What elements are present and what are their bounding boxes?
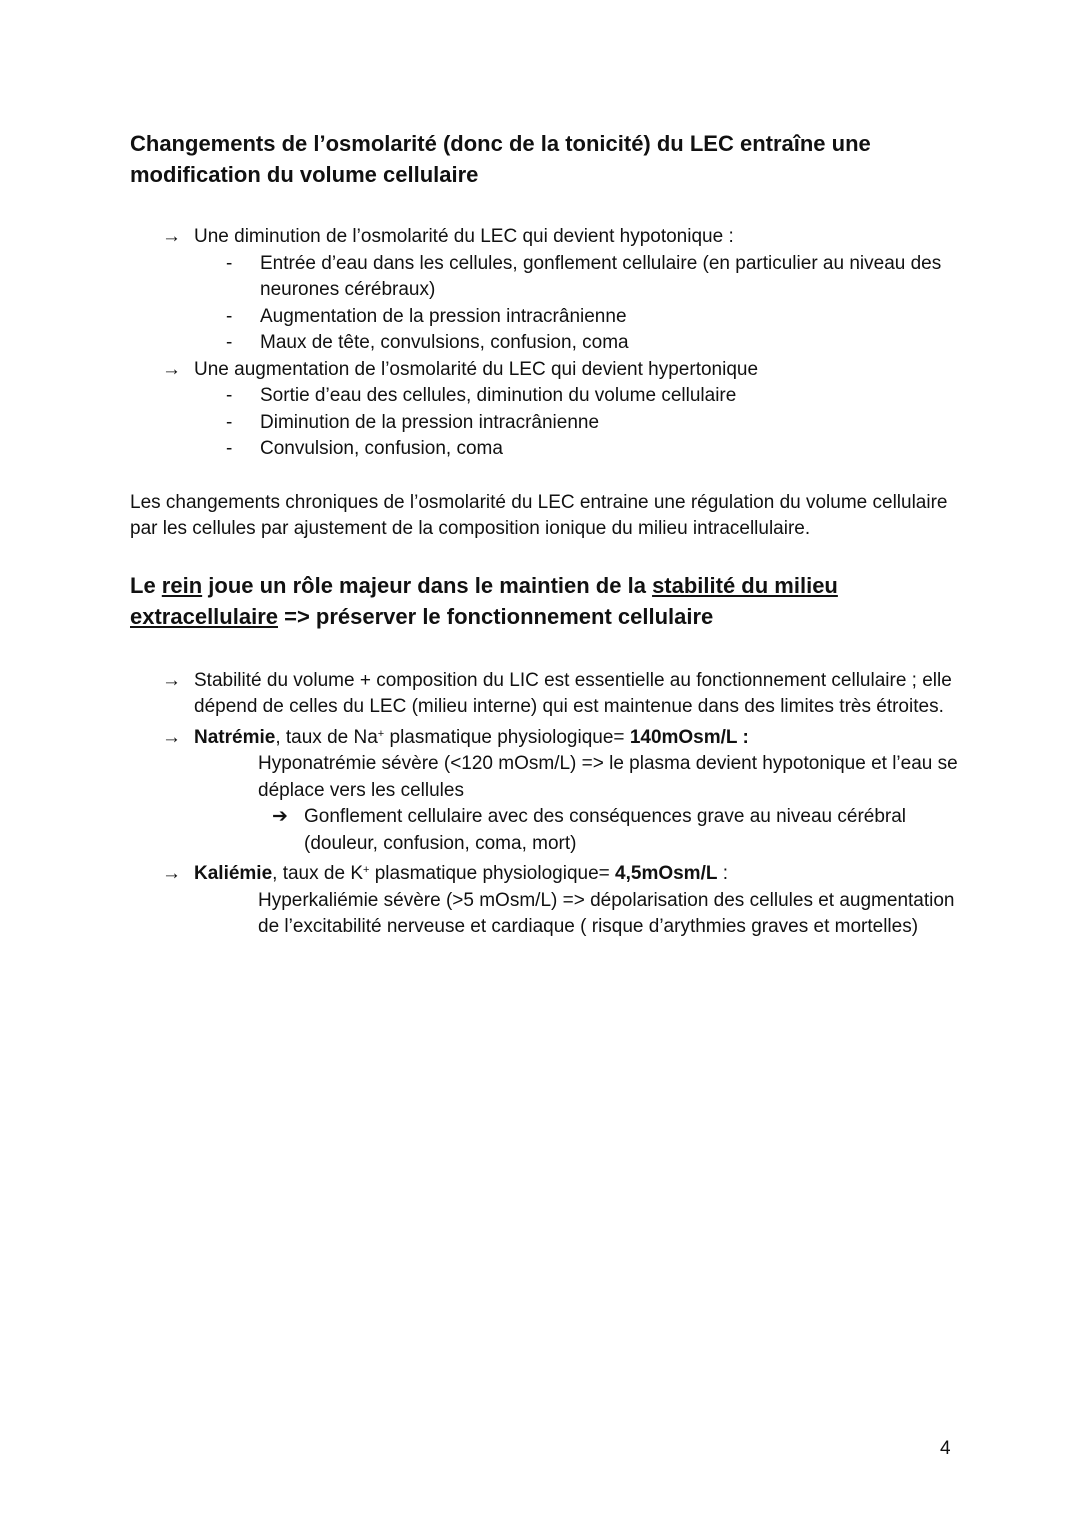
arrow-icon: → xyxy=(162,863,181,884)
dash-bullet: - xyxy=(226,385,233,406)
title-text: => préserver le fonctionnement cellulaire xyxy=(277,603,714,629)
sub-list-item xyxy=(130,436,960,463)
sub-list-item-text: Augmentation de la pression intracrânienne xyxy=(260,305,627,327)
sub-list-item-text: Entrée d’eau dans les cellules, gonflement cellulaire (en particulier au niveau des neurones cérébraux) xyxy=(260,252,942,300)
sub-list-item xyxy=(130,304,960,331)
kaliemie-text: , taux de K xyxy=(272,863,363,884)
list-item-hypertonic xyxy=(130,357,960,384)
bold-arrow-icon: ➔ xyxy=(272,806,288,827)
dash-bullet: - xyxy=(226,252,233,274)
natremie-label: Natrémie xyxy=(194,726,276,748)
sub-list-item-text: Diminution de la pression intracrânienne xyxy=(260,411,600,433)
natremie-text2: plasmatique physiologique= xyxy=(384,726,630,748)
title-text: Le xyxy=(130,572,162,598)
arrow-icon: → xyxy=(162,226,181,247)
natremie-text: , taux de Na xyxy=(275,726,378,748)
dash-bullet: - xyxy=(226,305,233,327)
sub-list-item xyxy=(130,410,960,437)
page-number: 4 xyxy=(940,1438,951,1459)
list-item-natremie xyxy=(130,725,960,752)
sub-list-item xyxy=(130,251,960,304)
title-rein: rein xyxy=(161,572,203,598)
sub-list-item-text: Sortie d’eau des cellules, diminution du volume cellulaire xyxy=(260,385,737,406)
natremie-value: 140mOsm/L : xyxy=(629,726,749,748)
sub-list-item-text: Maux de tête, convulsions, confusion, coma xyxy=(260,332,629,353)
natremie-detail: Hyponatrémie sévère (<120 mOsm/L) => le plasma devient hypotonique et l’eau se déplace vers les cellules xyxy=(258,753,958,801)
list-item-kaliemie xyxy=(130,861,960,888)
section-title-kidney xyxy=(130,570,960,632)
dash-bullet: - xyxy=(226,411,233,433)
list-item-text: Une augmentation de l’osmolarité du LEC qui devient hypertonique xyxy=(194,358,759,380)
kaliemie-text2: plasmatique physiologique= xyxy=(369,863,616,884)
consequence-text: Gonflement cellulaire avec des conséquences grave au niveau cérébral (douleur, confusion, coma, mort) xyxy=(304,806,907,854)
document-page xyxy=(130,128,960,941)
sub-list-item-text: Convulsion, confusion, coma xyxy=(260,438,503,459)
paragraph-chronic-changes: Les changements chroniques de l’osmolarité du LEC entraine une régulation du volume cellulaire par les cellules par ajustement de la composition ionique du milieu intracellulaire. xyxy=(130,491,948,539)
kaliemie-colon: : xyxy=(717,863,729,884)
list-item-stability xyxy=(130,668,960,721)
sub-list-item xyxy=(130,330,960,357)
list-item-text: Stabilité du volume + composition du LIC est essentielle au fonctionnement cellulaire ; elle dépend de celles du LEC (milieu interne) qui est maintenue dans des limites très étroites. xyxy=(194,669,952,717)
natremie-consequence xyxy=(130,804,960,857)
arrow-icon: → xyxy=(162,669,181,691)
dash-bullet: - xyxy=(226,438,233,459)
kaliemie-value: 4,5mOsm/L xyxy=(615,863,718,884)
section-title-osmolarity: Changements de l’osmolarité (donc de la tonicité) du LEC entraîne une modification du volume cellulaire xyxy=(130,131,871,187)
title-stability: stabilité du milieu extracellulaire xyxy=(130,572,838,629)
arrow-icon: → xyxy=(162,358,181,380)
sub-list-item xyxy=(130,383,960,410)
dash-bullet: - xyxy=(226,332,233,353)
title-text: joue un rôle majeur dans le maintien de la xyxy=(202,572,653,598)
kaliemie-label: Kaliémie xyxy=(194,863,273,884)
list-item-hypotonic xyxy=(130,224,960,251)
arrow-icon: → xyxy=(162,726,181,748)
kaliemie-detail: Hyperkaliémie sévère (>5 mOsm/L) => dépolarisation des cellules et augmentation de l’excitabilité nerveuse et cardiaque ( risque d’arythmies graves et mortelles) xyxy=(258,889,955,937)
kaliemie-sup: + xyxy=(363,864,370,876)
list-item-text: Une diminution de l’osmolarité du LEC qui devient hypotonique : xyxy=(194,226,734,247)
natremie-sup: + xyxy=(377,727,385,740)
